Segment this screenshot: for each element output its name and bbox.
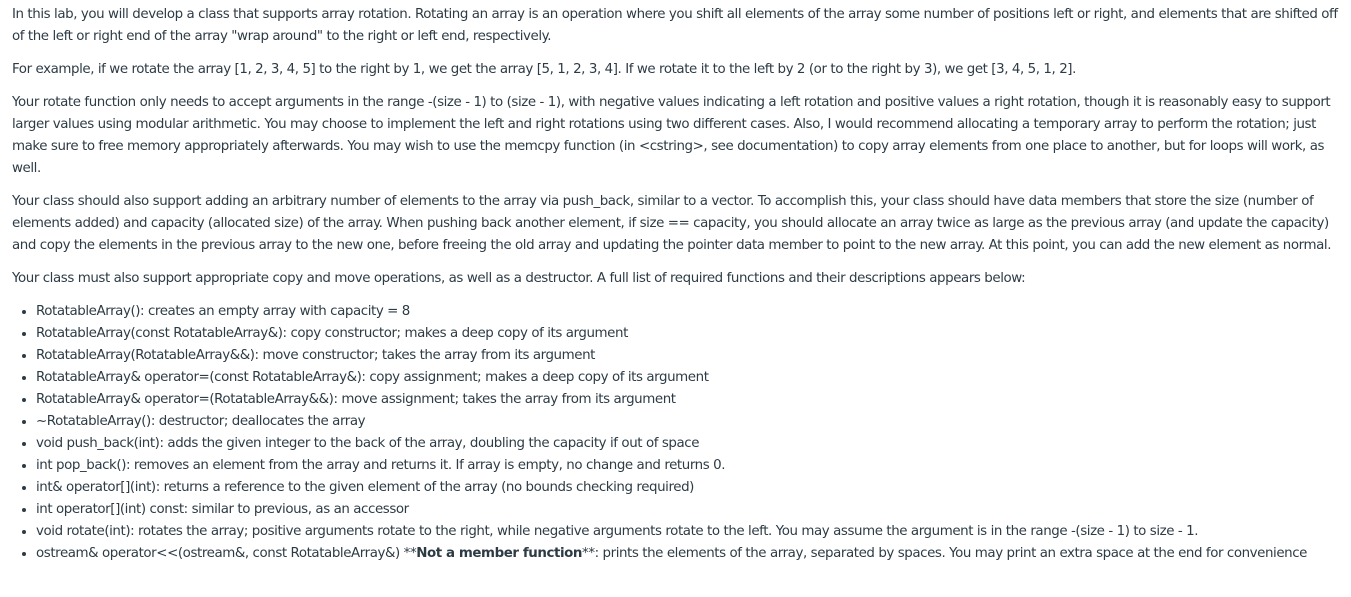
example-paragraph: For example, if we rotate the array [1, 2, 3, 4, 5] to the right by 1, we get the array [5, 1, 2, 3, 4]. If we rotate it to the left by 2 (or to the right by 3), we get [3, 4, 5, 1, 2]. — [12, 62, 1076, 77]
ostream-operator-suffix: **: prints the elements of the array, separated by spaces. You may print an extra space at the end for convenience — [582, 546, 1308, 561]
list-item: • int pop_back(): removes an element from the array and returns it. If array is empty, no change and returns 0. — [36, 455, 1343, 477]
list-item — [36, 543, 1343, 565]
list-item: • ~RotatableArray(): destructor; deallocates the array — [36, 411, 1343, 433]
not-member-function-note: Not a member function — [416, 546, 583, 561]
ostream-operator-prefix: ostream& operator<<(ostream&, const RotatableArray&) ** — [36, 546, 417, 561]
rotate-range-paragraph: Your rotate function only needs to accept arguments in the range -(size - 1) to (size - 1), with negative values indicating a left rotation and positive values a right rotation, though it is reasonably easy to support larger values using modular arithmetic. You may choose to implement the left and right rotations using two different cases. Also, I would recommend allocating a temporary array to perform the rotation; just make sure to free memory appropriately afterwards. You may wish to use the memcpy function (in <cstring>, see documentation) to copy array elements from one place to another, but for loops will work, as well. — [12, 95, 1331, 176]
required-functions-intro: Your class must also support appropriate copy and move operations, as well as a destructor. A full list of required functions and their descriptions appears below: — [12, 271, 1026, 286]
list-item: • RotatableArray(const RotatableArray&): copy constructor; makes a deep copy of its argument — [36, 323, 1343, 345]
list-item: • RotatableArray& operator=(RotatableArray&&): move assignment; takes the array from its argument — [36, 389, 1343, 411]
list-item: • int& operator[](int): returns a reference to the given element of the array (no bounds checking required) — [36, 477, 1343, 499]
intro-paragraph: In this lab, you will develop a class that supports array rotation. Rotating an array is an operation where you shift all elements of the array some number of positions left or right, and elements that are shifted off of the left or right end of the array "wrap around" to the right or left end, respectively. — [12, 7, 1338, 44]
list-item: • RotatableArray& operator=(const RotatableArray&): copy assignment; makes a deep copy of its argument — [36, 367, 1343, 389]
list-item: • RotatableArray(RotatableArray&&): move constructor; takes the array from its argument — [36, 345, 1343, 367]
list-item: • void push_back(int): adds the given integer to the back of the array, doubling the capacity if out of space — [36, 433, 1343, 455]
function-list — [12, 301, 1343, 565]
list-item: • int operator[](int) const: similar to previous, as an accessor — [36, 499, 1343, 521]
push-back-paragraph: Your class should also support adding an arbitrary number of elements to the array via push_back, similar to a vector. To accomplish this, your class should have data members that store the size (number of elements added) and capacity (allocated size) of the array. When pushing back another element, if size == capacity, you should allocate an array twice as large as the previous array (and update the capacity) and copy the elements in the previous array to the new one, before freeing the old array and updating the pointer data member to point to the new array. At this point, you can add the new element as normal. — [12, 194, 1332, 253]
list-item: • RotatableArray(): creates an empty array with capacity = 8 — [36, 301, 1343, 323]
list-item: • void rotate(int): rotates the array; positive arguments rotate to the right, while negative arguments rotate to the left. You may assume the argument is in the range -(size - 1) to size - 1. — [36, 521, 1343, 543]
